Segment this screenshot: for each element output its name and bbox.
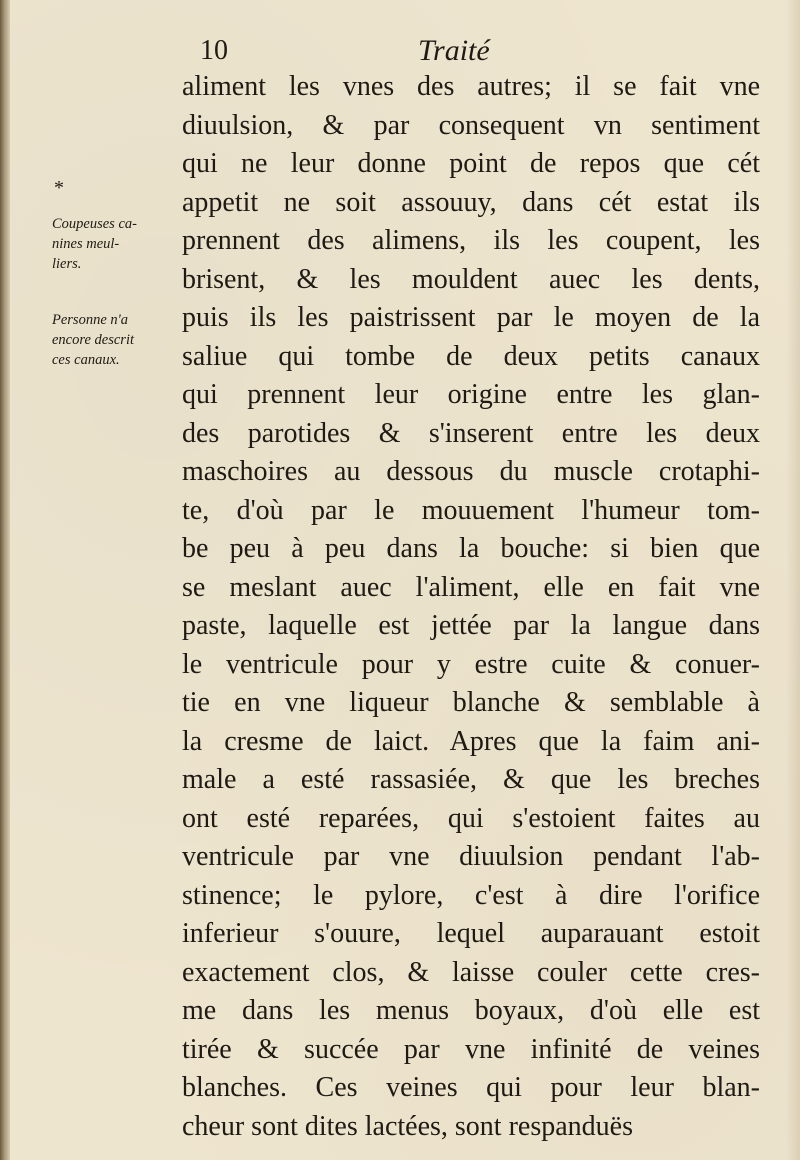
text-line: male a esté rassasiée, & que les breches: [182, 764, 760, 795]
page-header: [190, 33, 750, 69]
text-line: tie en vne liqueur blanche & semblable à: [182, 687, 760, 718]
text-line: blanches. Ces veines qui pour leur blan-: [182, 1072, 760, 1103]
margin-note-marker: *: [54, 177, 64, 199]
margin-note-line: Personne n'a: [52, 312, 128, 328]
running-title: Traité: [418, 34, 490, 67]
text-line: be peu à peu dans la bouche: si bien que: [182, 533, 760, 564]
text-line: qui ne leur donne point de repos que cét: [182, 148, 760, 179]
body-text: [182, 68, 760, 1146]
text-line: me dans les menus boyaux, d'où elle est: [182, 995, 760, 1026]
margin-note-line: encore descrit: [52, 332, 135, 348]
text-line: tirée & succée par vne infinité de veines: [182, 1033, 760, 1065]
margin-note-line: liers.: [52, 256, 82, 272]
text-line: le ventricule pour y estre cuite & conuer-: [182, 648, 760, 680]
margin-note: [52, 310, 180, 370]
text-line: prennent des alimens, ils les coupent, les: [182, 225, 760, 256]
text-line: te, d'où par le mouuement l'humeur tom-: [182, 494, 760, 526]
text-line: stinence; le pylore, c'est à dire l'orifice: [182, 879, 760, 911]
margin-note-line: nines meul-: [52, 236, 120, 252]
margin-note-line: ces canaux.: [52, 352, 120, 368]
text-line: cheur sont dites lactées, sont respanduës: [182, 1110, 633, 1142]
text-line: des parotides & s'inserent entre les deux: [182, 417, 760, 449]
text-line: inferieur s'ouure, lequel auparauant estoit: [182, 918, 760, 949]
margin-notes: [52, 176, 180, 370]
text-line: brisent, & les mouldent auec les dents,: [182, 263, 760, 295]
text-line: maschoires au dessous du muscle crotaphi-: [182, 456, 760, 487]
text-line: exactement clos, & laisse couler cette cres-: [182, 956, 760, 988]
text-line: appetit ne soit assouuy, dans cét estat ils: [182, 186, 760, 218]
page-edge: [786, 0, 800, 1160]
text-line: paste, laquelle est jettée par la langue dans: [182, 610, 760, 641]
text-line: la cresme de laict. Apres que la faim ani-: [182, 725, 760, 757]
text-line: aliment les vnes des autres; il se fait vne: [182, 71, 760, 102]
margin-note-line: Coupeuses ca-: [52, 216, 137, 232]
text-line: puis ils les paistrissent par le moyen de la: [182, 302, 760, 333]
text-line: ventricule par vne diuulsion pendant l'ab-: [182, 841, 760, 872]
binding-gutter: [0, 0, 10, 1160]
text-line: diuulsion, & par consequent vn sentiment: [182, 109, 760, 141]
margin-note: [52, 214, 180, 274]
text-line: saliue qui tombe de deux petits canaux: [182, 340, 760, 372]
text-line: se meslant auec l'aliment, elle en fait vne: [182, 571, 760, 603]
text-line: ont esté reparées, qui s'estoient faites au: [182, 802, 760, 834]
page-number: 10: [200, 35, 228, 66]
text-line: qui prennent leur origine entre les glan-: [182, 379, 760, 410]
